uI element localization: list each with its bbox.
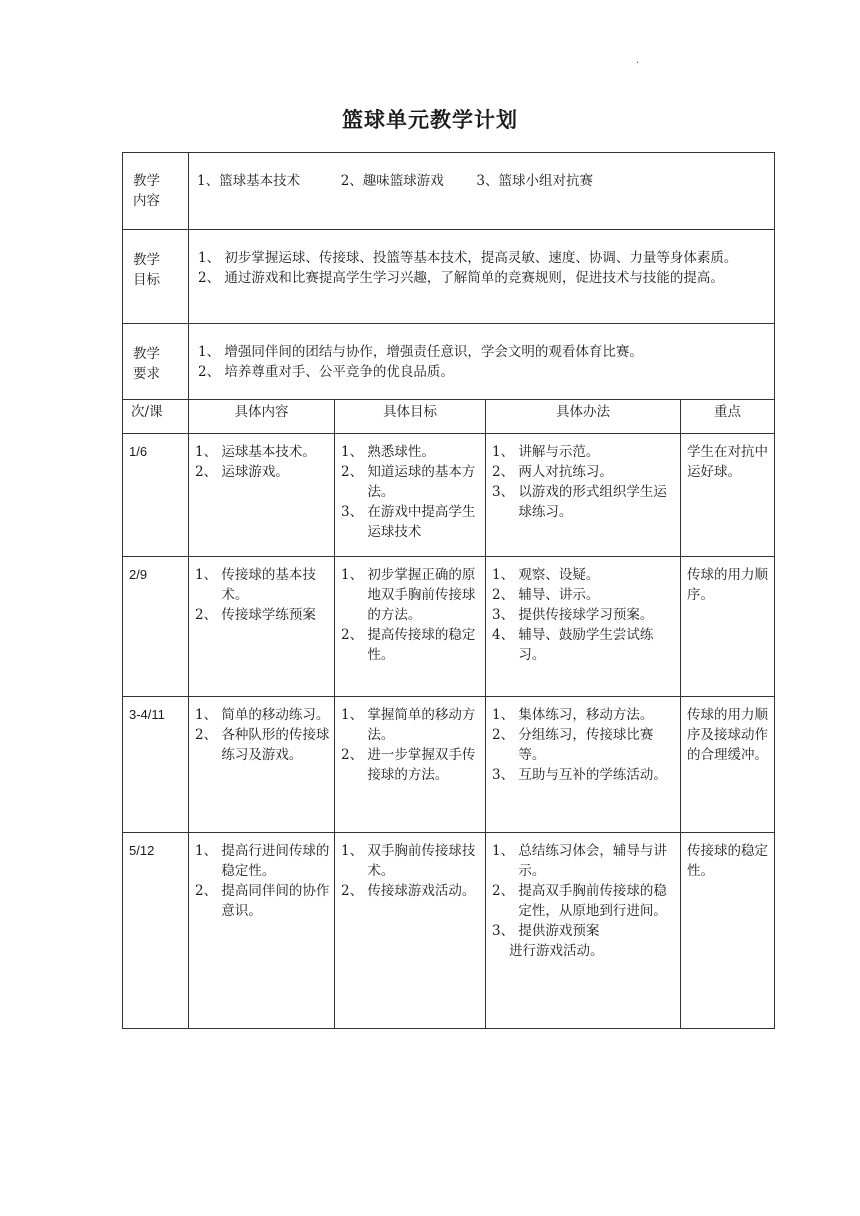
- content-cell: 1、 运球基本技术。 2、 运球游戏。: [189, 434, 335, 557]
- lesson-plan-table: [122, 152, 775, 1029]
- methods-cell: 1、 集体练习，移动方法。 2、 分组练习，传接球比赛等。 3、 互助与互补的学练活动。: [486, 697, 681, 833]
- session-cell: 2/9: [123, 557, 189, 697]
- content-cell: 1、 简单的移动练习。 2、 各种队形的传接球练习及游戏。: [189, 697, 335, 833]
- content-item-1: 1、篮球基本技术: [197, 173, 301, 189]
- content-cell: 1、 传接球的基本技术。 2、 传接球学练预案: [189, 557, 335, 697]
- content-item-3: 3、篮球小组对抗赛: [476, 173, 593, 189]
- content-item-2: 2、趣味篮球游戏: [340, 173, 444, 189]
- teaching-requirements-label: 教学 要求: [123, 324, 189, 400]
- table-row: [123, 833, 775, 1029]
- goal-item-2: 2、 通过游戏和比赛提高学生学习兴趣，了解简单的竞赛规则，促进技术与技能的提高。: [198, 270, 724, 286]
- table-header-row: [123, 400, 775, 434]
- teaching-requirements-cell: [189, 324, 775, 400]
- methods-cell: 1、 观察、设疑。 2、 辅导、讲示。 3、 提供传接球学习预案。 4、 辅导、鼓励学生尝试练习。: [486, 557, 681, 697]
- methods-tail: 进行游戏活动。: [509, 943, 604, 959]
- methods-cell: 1、 讲解与示范。 2、 两人对抗练习。 3、 以游戏的形式组织学生运球练习。: [486, 434, 681, 557]
- teaching-goals-cell: [189, 230, 775, 324]
- goal-item-1: 1、 初步掌握运球、传接球、投篮等基本技术，提高灵敏、速度、协调、力量等身体素质。: [198, 250, 738, 266]
- teaching-goals-row: [123, 230, 775, 324]
- focus-cell: 传球的用力顺序。: [681, 557, 775, 697]
- session-cell: 1/6: [123, 434, 189, 557]
- goals-cell: 1、 熟悉球性。 2、 知道运球的基本方法。 3、 在游戏中提高学生运球技术: [335, 434, 486, 557]
- page-title: 篮球单元教学计划: [342, 107, 518, 132]
- teaching-goals-label: 教学 目标: [123, 230, 189, 324]
- header-dot: ·: [636, 58, 640, 69]
- goals-cell: 1、 双手胸前传接球技术。 2、 传接球游戏活动。: [335, 833, 486, 1029]
- focus-cell: 学生在对抗中运好球。: [681, 434, 775, 557]
- session-cell: 5/12: [123, 833, 189, 1029]
- goals-cell: 1、 初步掌握正确的原地双手胸前传接球的方法。 2、 提高传接球的稳定性。: [335, 557, 486, 697]
- goals-cell: 1、 掌握简单的移动方法。 2、 进一步掌握双手传接球的方法。: [335, 697, 486, 833]
- table-row: [123, 697, 775, 833]
- session-cell: 3-4/11: [123, 697, 189, 833]
- teaching-content-row: [123, 153, 775, 230]
- teaching-content-label: 教学 内容: [123, 153, 189, 230]
- focus-cell: 传接球的稳定性。: [681, 833, 775, 1029]
- column-header-goals: 具体目标: [335, 400, 486, 434]
- table-row: [123, 557, 775, 697]
- content-cell: 1、 提高行进间传球的稳定性。 2、 提高同伴间的协作意识。: [189, 833, 335, 1029]
- requirement-item-2: 2、 培养尊重对手、公平竞争的优良品质。: [198, 364, 454, 380]
- table-row: [123, 434, 775, 557]
- column-header-content: 具体内容: [189, 400, 335, 434]
- requirement-item-1: 1、 增强同伴间的团结与协作，增强责任意识，学会文明的观看体育比赛。: [198, 344, 643, 360]
- column-header-methods: 具体办法: [486, 400, 681, 434]
- column-header-session: 次/课: [123, 400, 189, 434]
- focus-cell: 传球的用力顺序及接球动作的合理缓冲。: [681, 697, 775, 833]
- teaching-requirements-row: [123, 324, 775, 400]
- methods-cell: 1、 总结练习体会，辅导与讲示。 2、 提高双手胸前传接球的稳定性，从原地到行进间。 3、 提供游戏预案 进行游戏活动。: [486, 833, 681, 1029]
- column-header-focus: 重点: [681, 400, 775, 434]
- teaching-content-cell: [189, 153, 775, 230]
